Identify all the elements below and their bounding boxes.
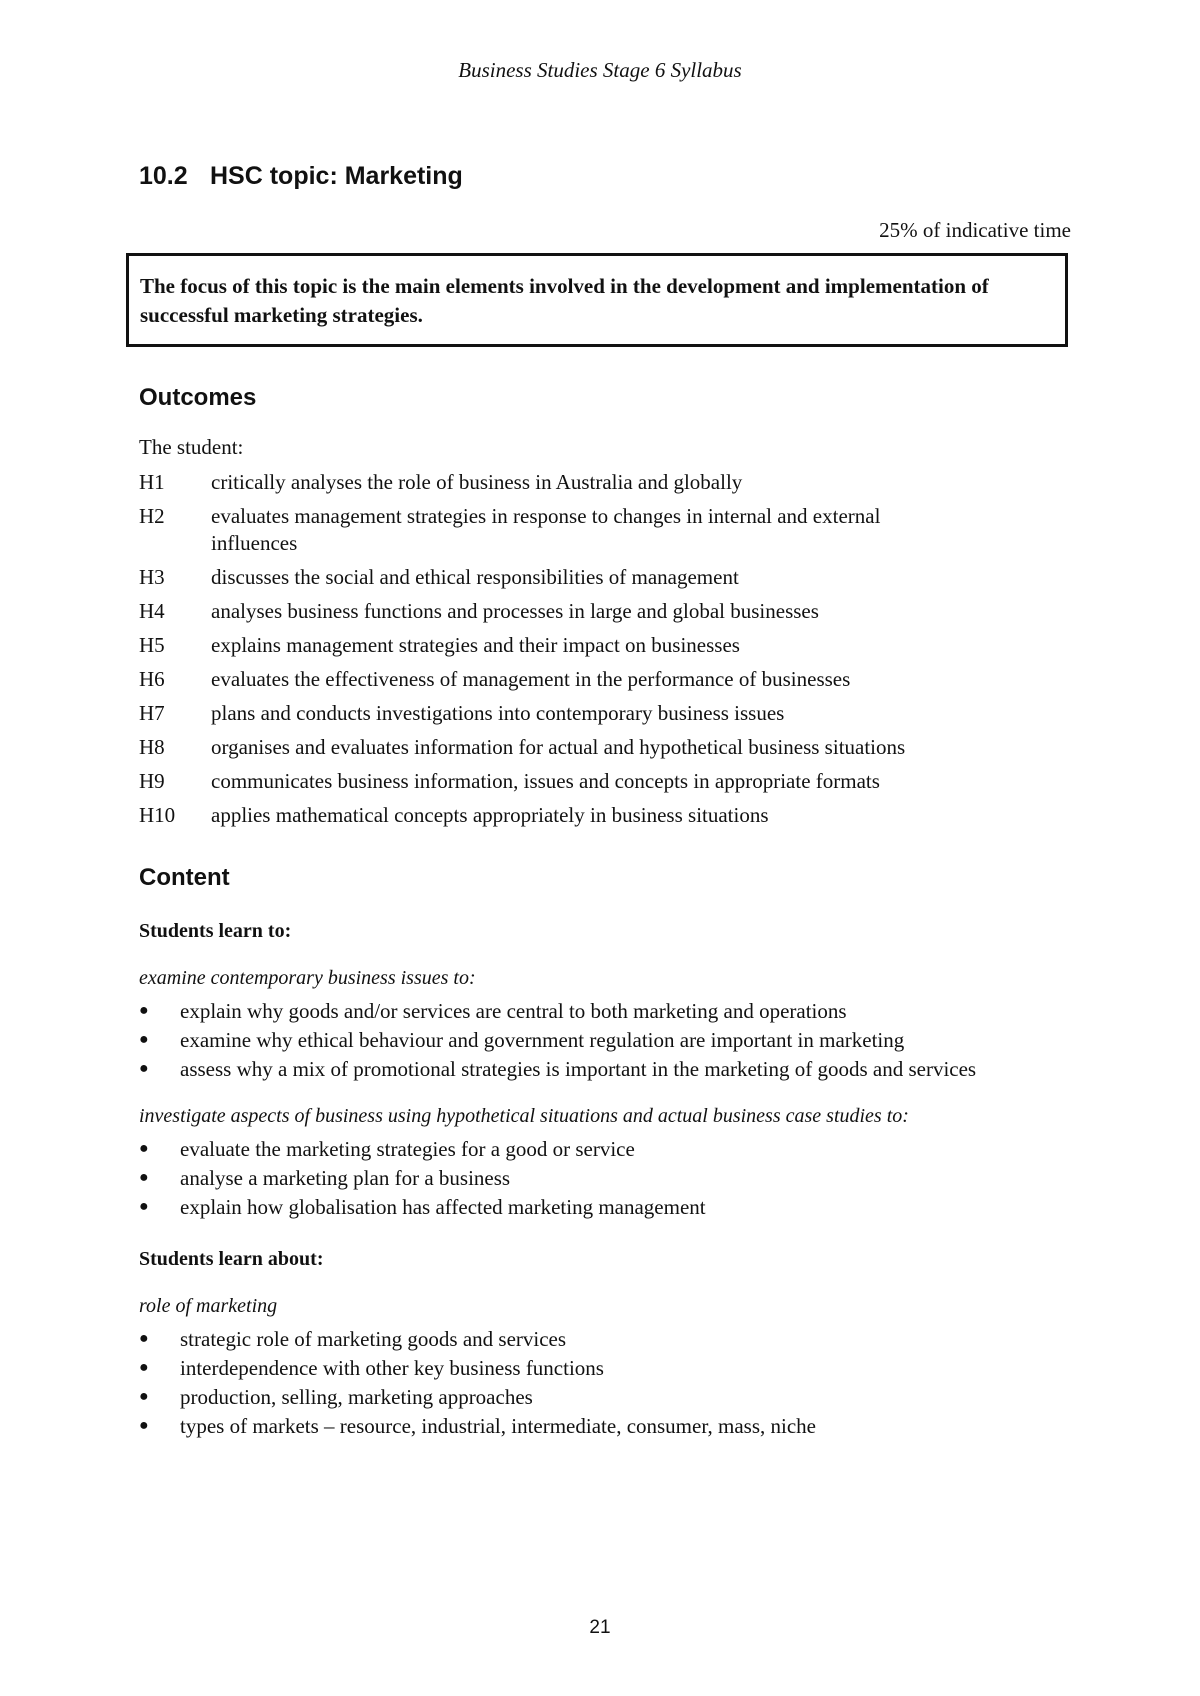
- page-content: [139, 160, 1071, 1441]
- topic-title: HSC topic: Marketing: [210, 162, 463, 190]
- list-item-text: examine why ethical behaviour and government regulation are important in marketing: [180, 1028, 905, 1052]
- bullet-list: [139, 997, 1071, 1083]
- group-title: examine contemporary business issues to:: [139, 967, 476, 989]
- bullet-list: [139, 1325, 1071, 1440]
- outcome-list: [139, 469, 1071, 829]
- list-item-text: explain why goods and/or services are central to both marketing and operations: [180, 999, 847, 1023]
- outcome-text: critically analyses the role of business in Australia and globally: [211, 470, 743, 494]
- list-item: [139, 1354, 1071, 1382]
- list-item-text: types of markets – resource, industrial, intermediate, consumer, mass, niche: [180, 1414, 816, 1438]
- bullet-icon: ●: [139, 1417, 149, 1434]
- outcomes-intro: The student:: [139, 435, 244, 459]
- list-item: [139, 1193, 1071, 1221]
- outcome-text: evaluates the effectiveness of management in the performance of businesses: [211, 667, 851, 691]
- outcome-text: plans and conducts investigations into contemporary business issues: [211, 701, 785, 725]
- outcome-code: H4: [139, 599, 165, 623]
- bullet-icon: ●: [139, 1060, 149, 1077]
- outcome-item: [139, 734, 1071, 761]
- list-item: [139, 1135, 1071, 1163]
- outcome-code: H7: [139, 701, 165, 725]
- outcome-code: H3: [139, 565, 165, 589]
- indicative-time: 25% of indicative time: [879, 218, 1071, 242]
- list-item: [139, 1383, 1071, 1411]
- bullet-icon: ●: [139, 1330, 149, 1347]
- outcome-item: [139, 632, 1071, 659]
- outcome-item: [139, 564, 1071, 591]
- bullet-icon: ●: [139, 1031, 149, 1048]
- list-item-text: strategic role of marketing goods and services: [180, 1327, 567, 1351]
- page-number: 21: [589, 1617, 611, 1638]
- outcome-text: discusses the social and ethical responsibilities of management: [211, 565, 739, 589]
- bullet-icon: ●: [139, 1169, 149, 1186]
- list-item-text: analyse a marketing plan for a business: [180, 1166, 511, 1190]
- outcome-text: organises and evaluates information for actual and hypothetical business situations: [211, 735, 906, 759]
- outcome-code: H8: [139, 735, 165, 759]
- outcome-text: evaluates management strategies in response to changes in internal and external influences: [211, 504, 881, 555]
- list-item: [139, 1164, 1071, 1192]
- outcome-item: [139, 802, 1071, 829]
- bullet-icon: ●: [139, 1359, 149, 1376]
- bullet-icon: ●: [139, 1388, 149, 1405]
- outcome-item: [139, 503, 1071, 557]
- list-item-text: evaluate the marketing strategies for a good or service: [180, 1137, 635, 1161]
- learn-about-heading: Students learn about:: [139, 1248, 324, 1270]
- outcome-code: H1: [139, 470, 165, 494]
- topic-number: 10.2: [139, 162, 188, 190]
- outcome-item: [139, 666, 1071, 693]
- outcome-text: analyses business functions and processes in large and global businesses: [211, 599, 819, 623]
- outcome-text: explains management strategies and their impact on businesses: [211, 633, 740, 657]
- outcome-code: H2: [139, 504, 165, 528]
- list-item-text: explain how globalisation has affected marketing management: [180, 1195, 706, 1219]
- outcome-text: applies mathematical concepts appropriately in business situations: [211, 803, 769, 827]
- outcome-item: [139, 598, 1071, 625]
- bullet-icon: ●: [139, 1002, 149, 1019]
- list-item-text: production, selling, marketing approaches: [180, 1385, 533, 1409]
- list-item-text: interdependence with other key business functions: [180, 1356, 604, 1380]
- list-item: [139, 997, 1071, 1025]
- outcome-text: communicates business information, issues and concepts in appropriate formats: [211, 769, 880, 793]
- content-heading: Content: [139, 864, 230, 891]
- list-item: [139, 1026, 1071, 1054]
- learn-to-heading: Students learn to:: [139, 920, 292, 942]
- bullet-list: [139, 1135, 1071, 1221]
- topic-heading: [139, 160, 1071, 192]
- running-header: Business Studies Stage 6 Syllabus: [458, 58, 742, 82]
- list-item: [139, 1412, 1071, 1440]
- outcome-item: [139, 469, 1071, 496]
- list-item: [139, 1055, 1071, 1083]
- outcomes-heading: Outcomes: [139, 384, 257, 411]
- bullet-icon: ●: [139, 1140, 149, 1157]
- outcome-code: H6: [139, 667, 165, 691]
- outcome-code: H5: [139, 633, 165, 657]
- outcome-code: H9: [139, 769, 165, 793]
- group-title: role of marketing: [139, 1295, 278, 1317]
- outcome-code: H10: [139, 803, 176, 827]
- outcome-item: [139, 768, 1071, 795]
- outcome-item: [139, 700, 1071, 727]
- focus-statement-box: The focus of this topic is the main elements involved in the development and implementation of successful marketing strategies.: [126, 253, 1068, 347]
- list-item: [139, 1325, 1071, 1353]
- group-title: investigate aspects of business using hypothetical situations and actual business case studies to:: [139, 1105, 909, 1127]
- bullet-icon: ●: [139, 1198, 149, 1215]
- list-item-text: assess why a mix of promotional strategies is important in the marketing of goods and services: [180, 1057, 977, 1081]
